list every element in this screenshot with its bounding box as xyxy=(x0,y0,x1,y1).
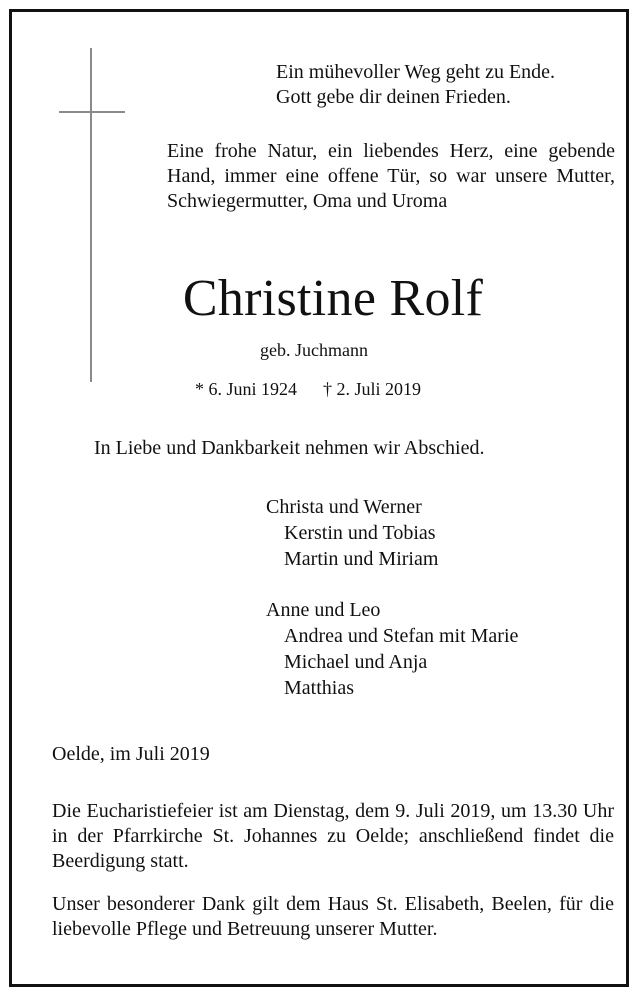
service-info: Die Eucharistiefeier ist am Dienstag, dem 9. Juli 2019, um 13.30 Uhr in der Pfarrkirche St. Johannes zu Oelde; anschließend findet die Beerdigung statt. xyxy=(52,800,614,872)
family-head: Christa und Werner xyxy=(266,496,422,518)
family-child: Kerstin und Tobias xyxy=(284,522,436,544)
motto-line: Ein mühevoller Weg geht zu Ende. xyxy=(276,61,556,83)
family-child: Andrea und Stefan mit Marie xyxy=(284,625,519,647)
intro-text: Eine frohe Natur, ein liebendes Herz, eine gebende Hand, immer eine offene Tür, so war unsere Mutter, Schwiegermutter, Oma und Uroma xyxy=(167,140,615,212)
family-head: Anne und Leo xyxy=(266,599,381,621)
death-date: † 2. Juli 2019 xyxy=(323,379,422,399)
place-date: Oelde, im Juli 2019 xyxy=(52,743,210,765)
family-child: Martin und Miriam xyxy=(284,548,439,570)
obituary-frame xyxy=(9,9,629,987)
life-dates xyxy=(195,378,421,400)
family-group xyxy=(266,494,438,572)
cross-icon xyxy=(90,48,92,382)
birth-name: geb. Juchmann xyxy=(260,340,368,360)
motto xyxy=(276,60,555,110)
family-group xyxy=(266,597,518,701)
motto-line: Gott gebe dir deinen Frieden. xyxy=(276,86,511,108)
family-child: Matthias xyxy=(284,677,354,699)
deceased-name: Christine Rolf xyxy=(182,270,484,327)
farewell-text: In Liebe und Dankbarkeit nehmen wir Abschied. xyxy=(94,437,485,459)
birth-date: * 6. Juni 1924 xyxy=(195,379,298,399)
cross-bar xyxy=(59,111,125,113)
thanks-text: Unser besonderer Dank gilt dem Haus St. Elisabeth, Beelen, für die liebevolle Pflege und Betreuung unserer Mutter. xyxy=(52,893,614,940)
family-child: Michael und Anja xyxy=(284,651,428,673)
